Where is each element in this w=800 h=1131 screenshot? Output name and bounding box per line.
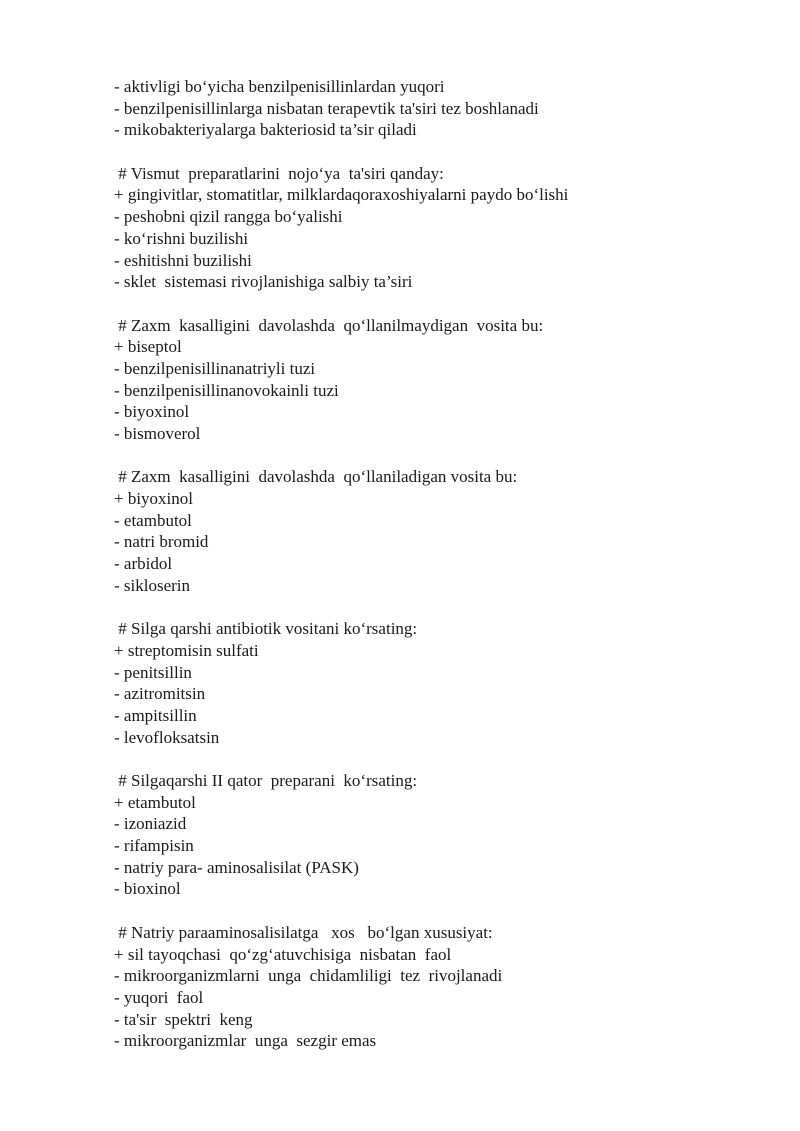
answer-option: - aktivligi bo‘yicha benzilpenisillinlardan yuqori [114,77,445,96]
question-text: # Zaxm kasalligini davolashda qo‘llaniladigan vosita bu: [114,467,518,487]
answer-option: - ta'sir spektri keng [114,1009,253,1029]
answer-option: - ko‘rishni buzilishi [114,228,249,248]
answer-option: - bismoverol [114,424,201,443]
intro-options [114,76,754,141]
answer-option: - ampitsillin [114,705,197,725]
question-block [114,315,754,445]
answer-option: - bioxinol [114,879,181,899]
answer-option: - yuqori faol [114,987,204,1007]
answer-option: - sikloserin [114,575,191,595]
spacer [114,445,754,467]
answer-option: - mikroorganizmlar unga sezgir emas [114,1031,377,1051]
spacer [114,293,754,315]
question-block [114,163,754,293]
correct-answer-option: + biyoxinol [114,489,194,509]
question-block [114,466,754,596]
question-block [114,770,754,900]
answer-option: - mikobakteriyalarga bakteriosid ta’sir qiladi [114,120,417,140]
spacer [114,597,754,619]
answer-option: - etambutol [114,510,192,530]
spacer [114,748,754,770]
spacer [114,900,754,922]
correct-answer-option: + etambutol [114,792,196,812]
answer-option: - eshitishni buzilishi [114,250,252,270]
answer-option: - benzilpenisillinanovokainli tuzi [114,380,339,400]
correct-answer-option: + biseptol [114,337,182,357]
answer-option: - natri bromid [114,532,209,552]
answer-option: - penitsillin [114,662,192,682]
correct-answer-option: + sil tayoqchasi qo‘zg‘atuvchisiga nisbatan faol [114,944,452,964]
question-block [114,922,754,1052]
answer-option: - natriy para- aminosalisilat (PASK) [114,857,359,877]
answer-option: - peshobni qizil rangga bo‘yalishi [114,207,343,227]
question-text: # Natriy paraaminosalisilatga xos bo‘lgan xususiyat: [114,922,493,942]
correct-answer-option: + gingivitlar, stomatitlar, milklardaqoraxoshiyalarni paydo bo‘lishi [114,185,569,205]
answer-option: - mikroorganizmlarni unga chidamliligi tez rivojlanadi [114,966,503,986]
question-text: # Silgaqarshi II qator preparani ko‘rsating: [114,771,418,790]
spacer [114,141,754,163]
document-body [114,76,754,1052]
answer-option: - azitromitsin [114,684,206,704]
question-text: # Zaxm kasalligini davolashda qo‘llanilmaydigan vosita bu: [114,315,544,335]
correct-answer-option: + streptomisin sulfati [114,640,259,660]
question-text: # Silga qarshi antibiotik vositani ko‘rsating: [114,619,418,639]
question-block [114,618,754,748]
answer-option: - sklet sistemasi rivojlanishiga salbiy ta’siri [114,272,413,292]
answer-option: - rifampisin [114,836,194,856]
answer-option: - levofloksatsin [114,727,220,747]
answer-option: - benzilpenisillinlarga nisbatan terapevtik ta'siri tez boshlanadi [114,98,539,118]
answer-option: - benzilpenisillinanatriyli tuzi [114,358,316,378]
answer-option: - izoniazid [114,814,187,834]
answer-option: - biyoxinol [114,402,190,422]
question-text: # Vismut preparatlarini nojo‘ya ta'siri qanday: [114,163,444,183]
answer-option: - arbidol [114,554,173,574]
